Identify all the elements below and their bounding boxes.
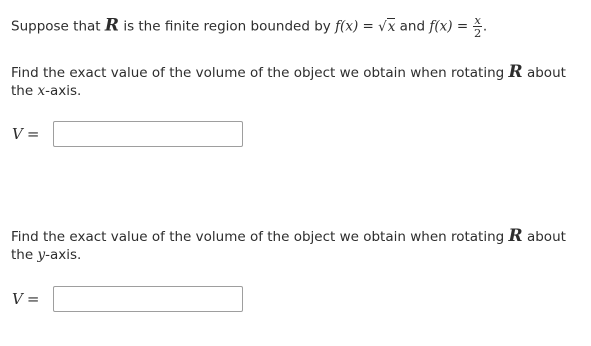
part2-region-symbol: R xyxy=(508,226,523,246)
part2-question-line1 xyxy=(11,227,566,246)
fraction-denominator: 2 xyxy=(474,26,482,40)
region-symbol: R xyxy=(104,15,120,36)
intro-period: . xyxy=(482,18,488,35)
part2-volume-label xyxy=(12,290,39,308)
part1-volume-label xyxy=(12,125,39,143)
fraction-numerator: x xyxy=(474,13,481,27)
function-1-lhs: f(x) xyxy=(335,18,359,35)
part1-question-line2 xyxy=(11,82,81,100)
part2-axis-suffix: -axis. xyxy=(45,247,82,263)
sqrt-radicand: x xyxy=(387,18,396,35)
part2-volume-equals: = xyxy=(26,290,40,308)
part1-region-symbol: R xyxy=(508,62,523,82)
part2-axis-variable: y xyxy=(37,247,46,263)
problem-statement xyxy=(11,14,487,39)
sqrt-expression xyxy=(378,18,395,36)
part1-volume-var: V xyxy=(12,125,23,143)
part1-axis-suffix: -axis. xyxy=(45,83,82,99)
function-2-lhs: f(x) xyxy=(429,18,453,35)
sqrt-symbol: √ xyxy=(378,18,387,35)
part1-answer-input[interactable] xyxy=(53,121,243,147)
intro-middle-text: is the finite region bounded by xyxy=(123,18,331,35)
part1-question-text: Find the exact value of the volume of the object we obtain when rotating xyxy=(11,65,505,81)
part2-question-line2 xyxy=(11,246,81,264)
part2-answer-input[interactable] xyxy=(53,286,243,312)
part1-question-line1 xyxy=(11,63,566,82)
function-1-equals: = xyxy=(362,18,374,35)
part1-axis-variable: x xyxy=(37,83,46,99)
part2-the-text: the xyxy=(11,247,34,263)
part2-question-text: Find the exact value of the volume of the object we obtain when rotating xyxy=(11,229,505,245)
part1-volume-equals: = xyxy=(26,125,40,143)
fraction-x-over-2 xyxy=(473,14,482,39)
part1-about-text: about xyxy=(526,65,566,81)
part2-about-text: about xyxy=(526,229,566,245)
part1-the-text: the xyxy=(11,83,34,99)
intro-prefix-text: Suppose that xyxy=(11,18,101,35)
function-2-equals: = xyxy=(456,18,469,35)
part2-volume-var: V xyxy=(12,290,23,308)
and-text: and xyxy=(399,18,426,35)
